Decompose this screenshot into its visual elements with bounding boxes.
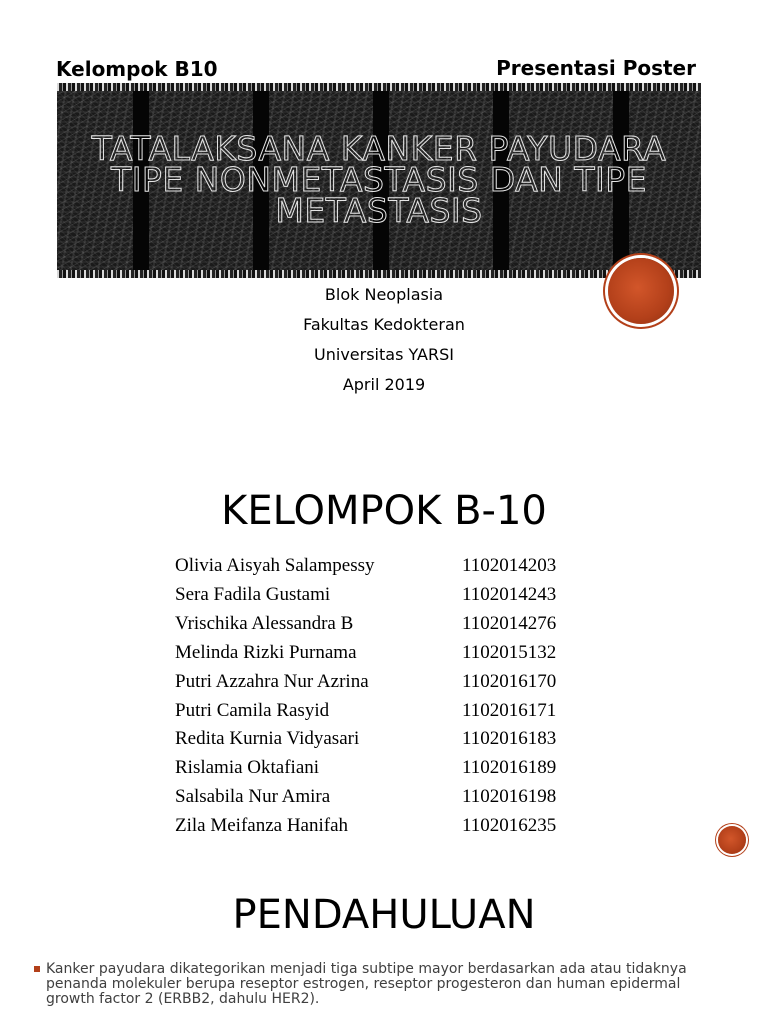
banner-edge-bottom xyxy=(57,270,701,278)
member-nim: 1102014203 xyxy=(462,555,557,576)
member-nim: 1102016198 xyxy=(462,786,557,808)
list-item xyxy=(175,754,595,783)
list-item xyxy=(175,697,595,726)
list-item xyxy=(175,812,595,841)
accent-circle-icon xyxy=(718,826,746,854)
bullet-item xyxy=(36,962,726,1007)
member-nim: 1102016171 xyxy=(462,699,557,721)
square-bullet-icon xyxy=(34,966,40,972)
poster-label: Presentasi Poster xyxy=(496,56,696,80)
slide-title: TATALAKSANA KANKER PAYUDARA TIPE NONMETASTASIS DAN TIPE METASTASIS xyxy=(91,129,667,230)
list-item xyxy=(175,725,595,754)
member-nim: 1102015132 xyxy=(462,641,557,663)
member-name: Salsabila Nur Amira xyxy=(175,786,331,808)
member-name: Zila Meifanza Hanifah xyxy=(175,815,349,837)
subtitle-line: Universitas YARSI xyxy=(314,345,454,364)
list-item xyxy=(175,581,595,610)
member-nim: 1102016170 xyxy=(462,670,557,692)
member-name: Sera Fadila Gustami xyxy=(175,583,331,605)
member-name: Putri Azzahra Nur Azrina xyxy=(175,670,369,692)
title-slide xyxy=(0,0,768,430)
bullet-text: Kanker payudara dikategorikan menjadi tiga subtipe mayor berdasarkan ada atau tidaknya penanda molekuler berupa reseptor estrogen, reseptor progesteron dan human epidermal growth factor 2 (ERBB2, dahulu HER2). xyxy=(46,961,687,1007)
member-name: Redita Kurnia Vidyasari xyxy=(175,728,360,750)
list-item xyxy=(175,610,595,639)
member-nim: 1102016235 xyxy=(462,815,557,837)
member-name: Putri Camila Rasyid xyxy=(175,699,330,721)
member-list xyxy=(175,552,595,841)
subtitle-line: Blok Neoplasia xyxy=(324,285,444,304)
member-name: Rislamia Oktafiani xyxy=(175,757,320,779)
group-label: Kelompok B10 xyxy=(56,57,218,81)
members-slide xyxy=(0,440,768,870)
list-item xyxy=(175,639,595,668)
member-name: Vrischika Alessandra B xyxy=(175,612,354,634)
member-name: Melinda Rizki Purnama xyxy=(175,641,357,663)
member-nim: 1102014276 xyxy=(462,612,557,634)
banner-edge-top xyxy=(57,83,701,91)
list-item xyxy=(175,668,595,697)
member-nim: 1102014243 xyxy=(462,583,557,605)
slide-title: PENDAHULUAN xyxy=(232,892,536,938)
member-nim: 1102016189 xyxy=(462,757,557,779)
subtitle-line: Fakultas Kedokteran xyxy=(303,315,465,334)
subtitle-block xyxy=(0,280,768,400)
title-banner xyxy=(57,83,701,278)
member-nim: 1102016183 xyxy=(462,728,557,750)
subtitle-line: April 2019 xyxy=(342,375,426,394)
intro-slide xyxy=(0,880,768,1024)
member-name: Olivia Aisyah Salampessy xyxy=(175,555,375,576)
list-item xyxy=(175,552,595,581)
slide-title: KELOMPOK B-10 xyxy=(221,488,547,534)
list-item xyxy=(175,783,595,812)
